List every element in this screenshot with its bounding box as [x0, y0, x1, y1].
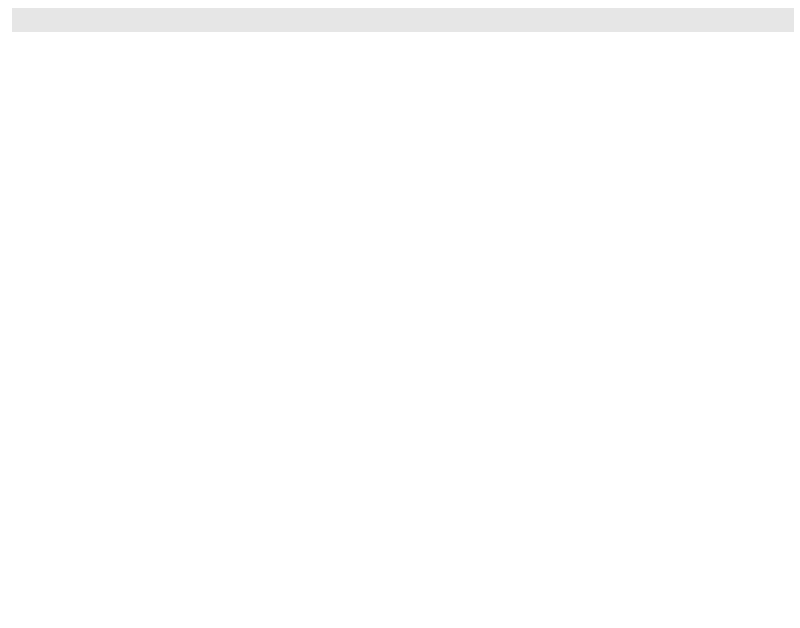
header-background — [12, 8, 794, 32]
